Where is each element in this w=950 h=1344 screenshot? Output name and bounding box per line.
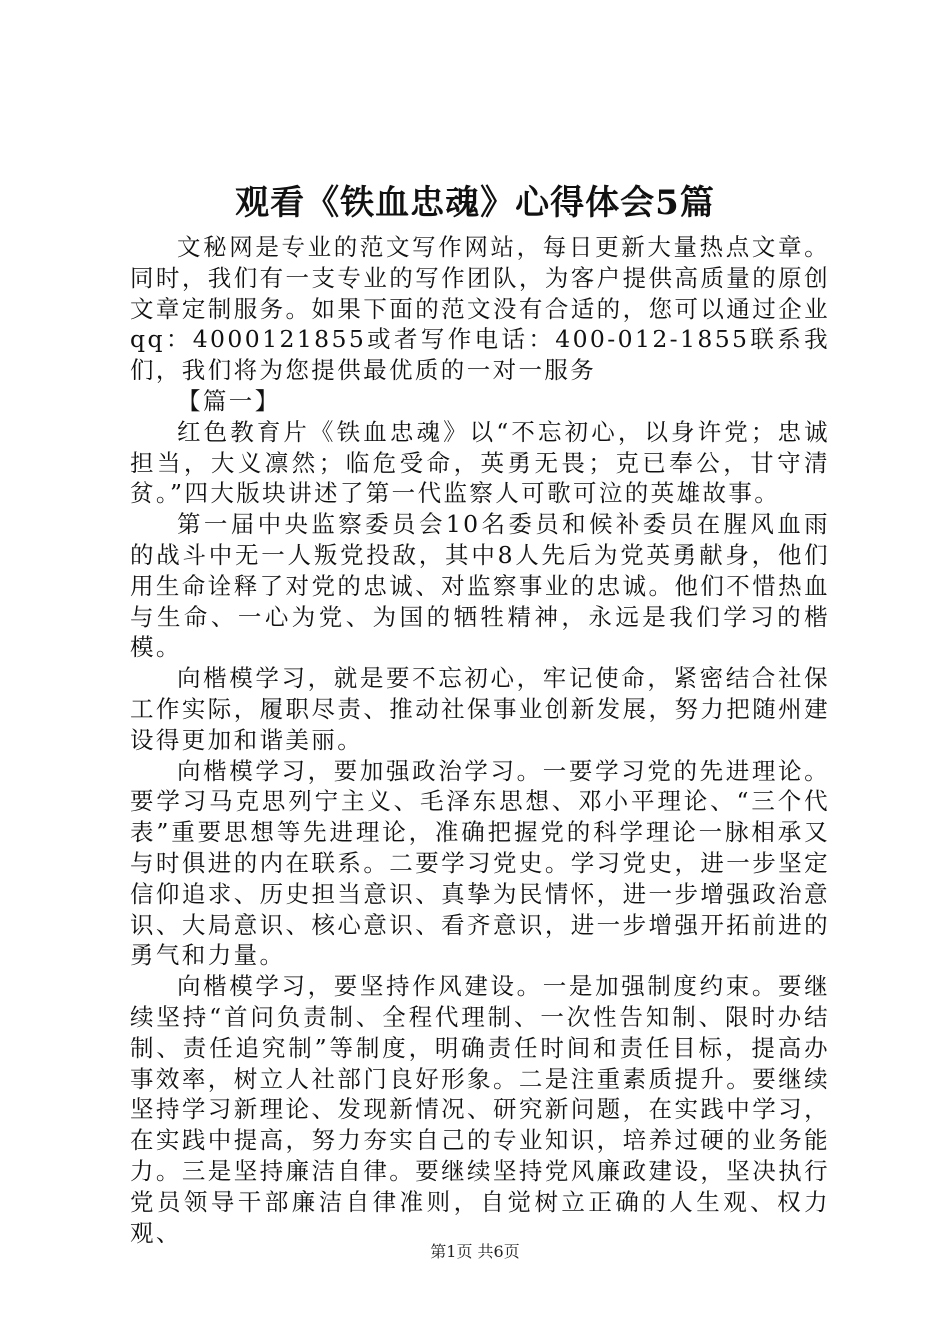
body-paragraph: 向楷模学习，要加强政治学习。一要学习党的先进理论。要学习马克思列宁主义、毛泽东思想、邓小平理论、“三个代表”重要思想等先进理论，准确把握党的科学理论一脉相承又与时俱进的内在联系。二要学习党史。学习党史，进一步坚定信仰追求、历史担当意识、真挚为民情怀，进一步增强政治意识、大局意识、核心意识、看齐意识，进一步增强开拓前进的勇气和力量。 [130, 756, 830, 970]
document-body [130, 232, 830, 1248]
intro-paragraph: 文秘网是专业的范文写作网站，每日更新大量热点文章。同时，我们有一支专业的写作团队，为客户提供高质量的原创文章定制服务。如果下面的范文没有合适的，您可以通过企业qq：4000121855或者写作电话：400-012-1855联系我们，我们将为您提供最优质的一对一服务 [130, 233, 830, 385]
body-paragraph: 第一届中央监察委员会10名委员和候补委员在腥风血雨的战斗中无一人叛党投敌，其中8人先后为党英勇献身，他们用生命诠释了对党的忠诚、对监察事业的忠诚。他们不惜热血与生命、一心为党、为国的牺牲精神，永远是我们学习的楷模。 [130, 510, 830, 662]
document-title: 观看《铁血忠魂》心得体会5篇 [235, 183, 715, 223]
page-footer: 第1页 共6页 [430, 1242, 520, 1261]
body-paragraph: 向楷模学习，要坚持作风建设。一是加强制度约束。要继续坚持“首问负责制、全程代理制、一次性告知制、限时办结制、责任追究制”等制度，明确责任时间和责任目标，提高办事效率，树立人社部门良好形象。二是注重素质提升。要继续坚持学习新理论、发现新情况、研究新问题，在实践中学习，在实践中提高，努力夯实自己的专业知识，培养过硬的业务能力。三是坚持廉洁自律。要继续坚持党风廉政建设，坚决执行党员领导干部廉洁自律准则，自觉树立正确的人生观、权力观、 [130, 972, 830, 1247]
body-paragraph: 向楷模学习，就是要不忘初心，牢记使命，紧密结合社保工作实际，履职尽责、推动社保事业创新发展，努力把随州建设得更加和谐美丽。 [130, 664, 830, 754]
body-paragraph: 红色教育片《铁血忠魂》以“不忘初心，以身许党；忠诚担当，大义凛然；临危受命，英勇无畏；克已奉公，甘守清贫。”四大版块讲述了第一代监察人可歌可泣的英雄故事。 [130, 417, 830, 508]
section-heading: 【篇一】 [177, 386, 281, 415]
